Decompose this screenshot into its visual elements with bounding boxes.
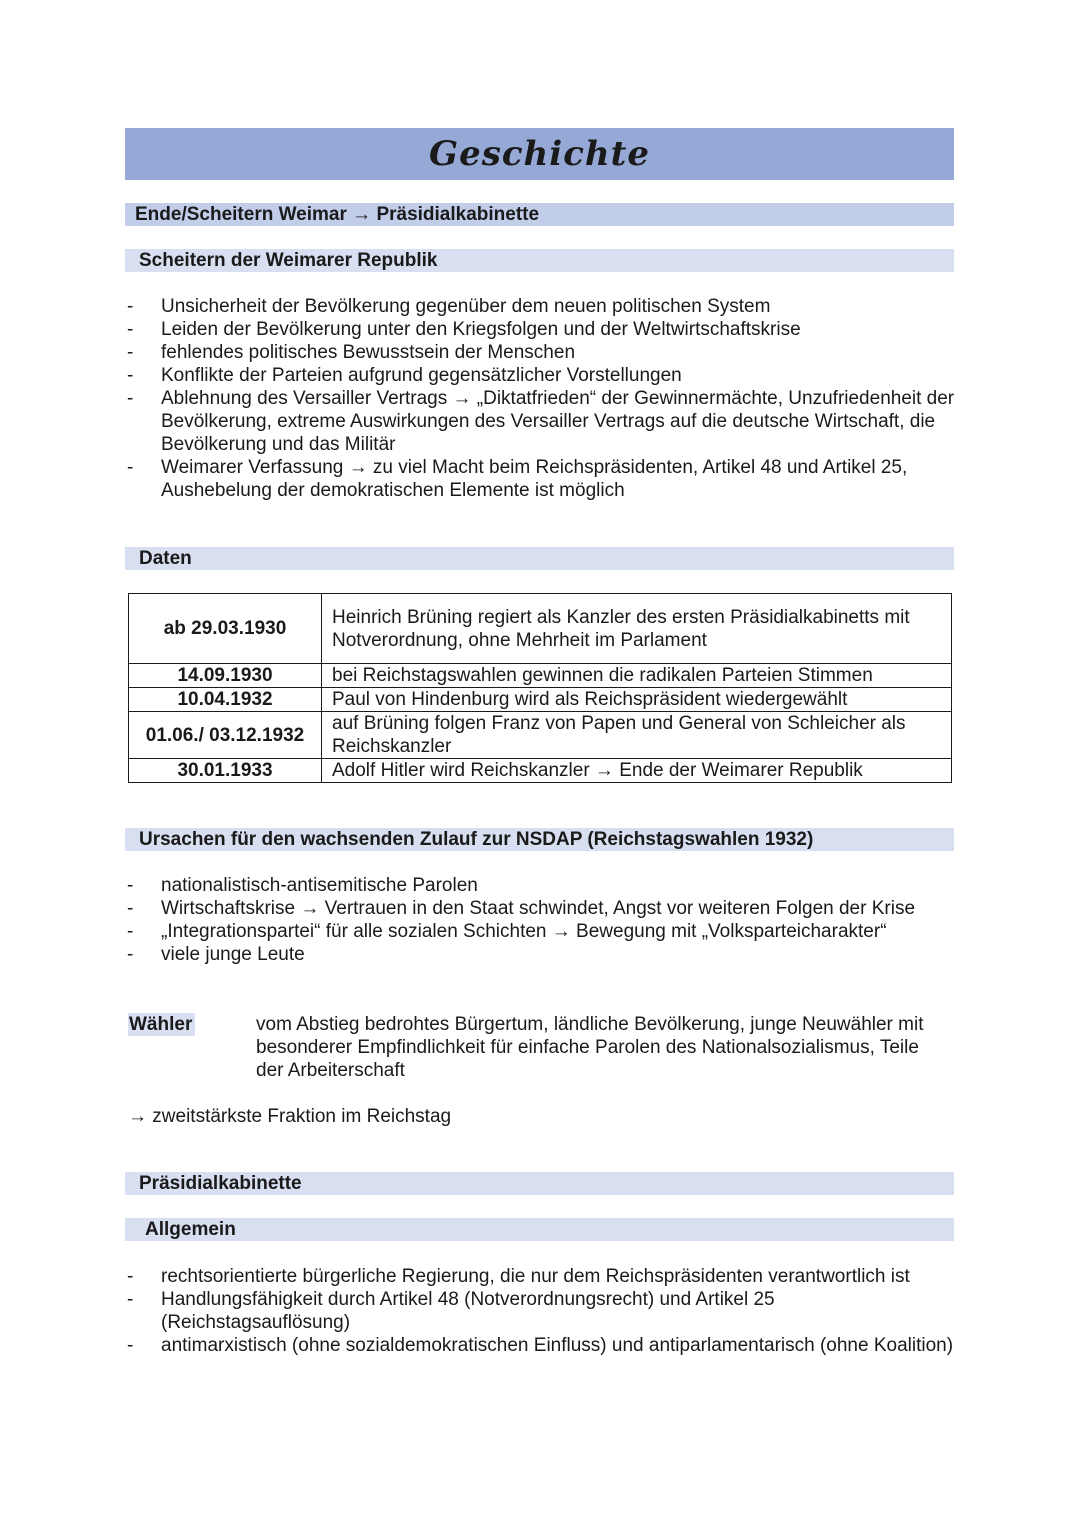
table-row (129, 688, 952, 712)
list-item: - viele junge Leute (125, 943, 955, 966)
page-title: Geschichte (429, 134, 650, 174)
date-cell: 01.06./ 03.12.1932 (129, 712, 322, 759)
waehler-label: Wähler (128, 1013, 195, 1036)
table-row (129, 712, 952, 759)
list-item: - rechtsorientierte bürgerliche Regierung, die nur dem Reichspräsidenten verantwortlich ist (125, 1265, 955, 1288)
event-cell: Adolf Hitler wird Reichskanzler → Ende der Weimarer Republik (322, 759, 952, 783)
list-item: - Unsicherheit der Bevölkerung gegenüber dem neuen politischen System (125, 295, 955, 318)
list-item: - Leiden der Bevölkerung unter den Kriegsfolgen und der Weltwirtschaftskrise (125, 318, 955, 341)
event-cell: Paul von Hindenburg wird als Reichspräsident wiedergewählt (322, 688, 952, 712)
date-cell: 10.04.1932 (129, 688, 322, 712)
list-item: - Weimarer Verfassung → zu viel Macht beim Reichspräsidenten, Artikel 48 und Artikel 25, Aushebelung der demokratischen Elemente ist möglich (125, 456, 955, 502)
waehler-text: vom Abstieg bedrohtes Bürgertum, ländliche Bevölkerung, junge Neuwähler mit besonderer Empfindlichkeit für einfache Parolen des Nationalsozialismus, Teile der Arbeiterschaft (256, 1014, 924, 1081)
date-cell: ab 29.03.1930 (129, 594, 322, 664)
list-ursachen (125, 874, 955, 966)
section-heading-main: Ende/Scheitern Weimar → Präsidialkabinette (125, 203, 954, 226)
table-row (129, 759, 952, 783)
heading-scheitern: Scheitern der Weimarer Republik (125, 249, 954, 272)
heading-praesidialkabinette: Präsidialkabinette (125, 1172, 954, 1195)
table-row (129, 664, 952, 688)
event-cell: bei Reichstagswahlen gewinnen die radikalen Parteien Stimmen (322, 664, 952, 688)
heading-daten: Daten (125, 547, 954, 570)
date-cell: 14.09.1930 (129, 664, 322, 688)
heading-allgemein: Allgemein (125, 1218, 954, 1241)
list-item: - fehlendes politisches Bewusstsein der Menschen (125, 341, 955, 364)
heading-ursachen: Ursachen für den wachsenden Zulauf zur NSDAP (Reichstagswahlen 1932) (125, 828, 954, 851)
list-item: - nationalistisch-antisemitische Parolen (125, 874, 955, 897)
list-item: - Konflikte der Parteien aufgrund gegensätzlicher Vorstellungen (125, 364, 955, 387)
list-item: - antimarxistisch (ohne sozialdemokratischen Einfluss) und antiparlamentarisch (ohne Koalition) (125, 1334, 955, 1357)
conclusion-line: → zweitstärkste Fraktion im Reichstag (128, 1106, 452, 1127)
page-title-band (125, 128, 954, 180)
list-scheitern (125, 295, 955, 502)
list-item: - Handlungsfähigkeit durch Artikel 48 (Notverordnungsrecht) und Artikel 25 (Reichstagsauflösung) (125, 1288, 955, 1334)
list-item: - Ablehnung des Versailler Vertrags → „Diktatfrieden“ der Gewinnermächte, Unzufriedenheit der Bevölkerung, extreme Auswirkungen des Versailler Vertrags auf die deutsche Wirtschaft, die Bevölkerung und das Militär (125, 387, 955, 456)
date-cell: 30.01.1933 (129, 759, 322, 783)
list-item: - Wirtschaftskrise → Vertrauen in den Staat schwindet, Angst vor weiteren Folgen der Krise (125, 897, 955, 920)
dates-table (128, 593, 952, 783)
table-row (129, 594, 952, 664)
list-allgemein (125, 1265, 955, 1357)
event-cell: auf Brüning folgen Franz von Papen und General von Schleicher als Reichskanzler (322, 712, 952, 759)
list-item: - „Integrationspartei“ für alle sozialen Schichten → Bewegung mit „Volksparteicharakter“ (125, 920, 955, 943)
event-cell: Heinrich Brüning regiert als Kanzler des ersten Präsidialkabinetts mit Notverordnung, ohne Mehrheit im Parlament (322, 594, 952, 664)
